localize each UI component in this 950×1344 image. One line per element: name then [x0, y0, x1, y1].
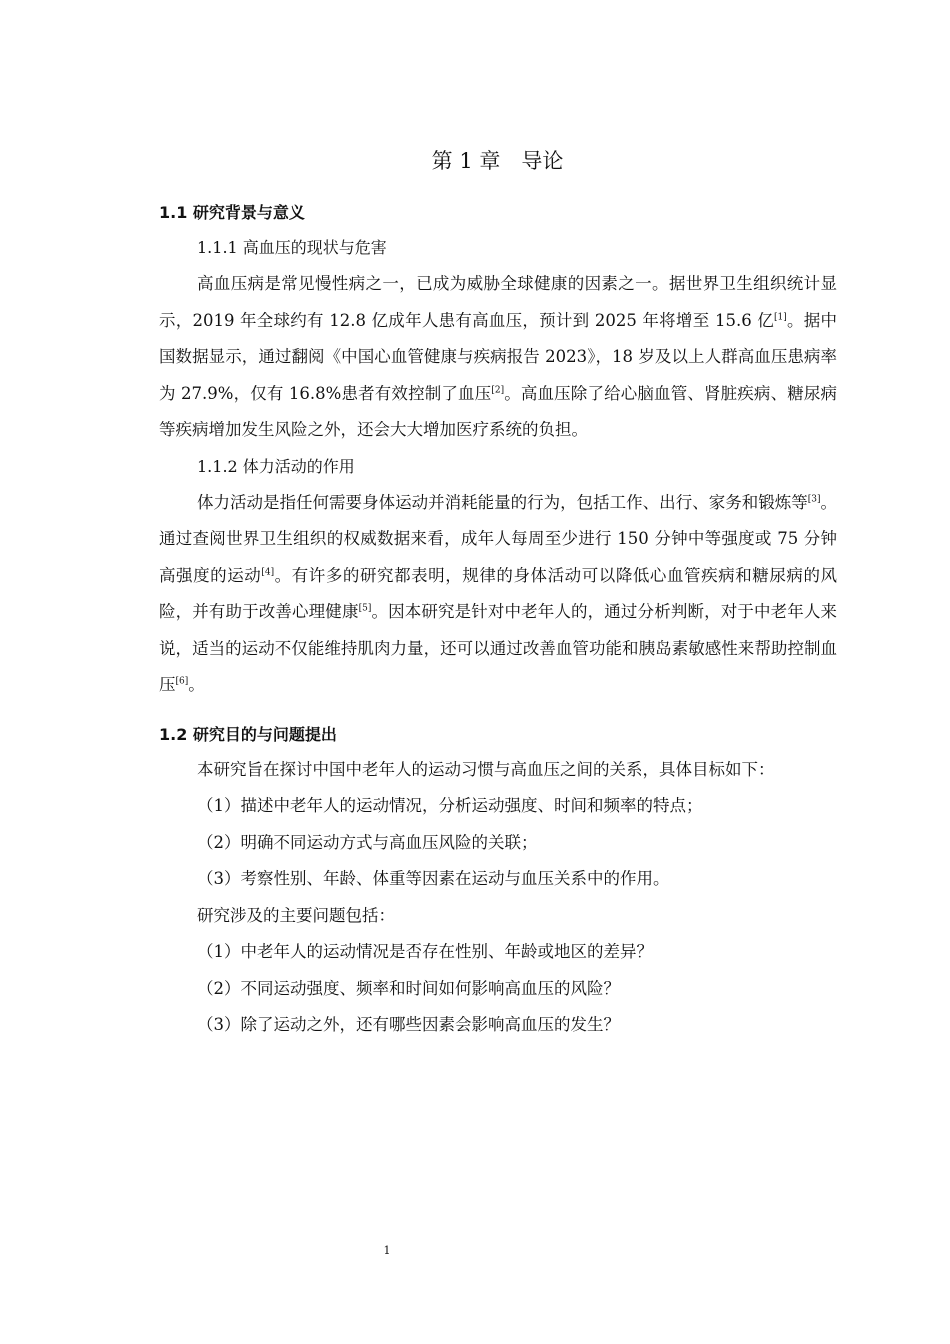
- question-item: （2）不同运动强度、频率和时间如何影响高血压的风险？: [197, 978, 620, 998]
- subsection-heading-1-1-2: 1.1.2 体力活动的作用: [197, 456, 355, 476]
- citation-ref: [4]: [261, 567, 275, 577]
- paragraph-text: 高血压病是常见慢性病之一，已成为威胁全球健康的因素之一。据世界卫生组织统计显示，2019 年全球约有 12.8 亿成年人患有高血压，预计到 2025 年将增至 15.6 亿: [159, 274, 837, 330]
- paragraph-research-objectives-intro: 本研究旨在探讨中国中老年人的运动习惯与高血压之间的关系，具体目标如下：: [197, 759, 775, 779]
- objective-item: （2）明确不同运动方式与高血压风险的关联；: [197, 832, 538, 852]
- section-heading-1-1: 1.1 研究背景与意义: [159, 203, 305, 222]
- page-number: 1: [383, 1244, 391, 1257]
- section-heading-1-2: 1.2 研究目的与问题提出: [159, 724, 337, 744]
- citation-ref: [5]: [358, 603, 372, 614]
- paragraph-text: 。: [188, 675, 205, 694]
- paragraph-text: 。据中国数据显示，通过翻阅《中国心血管健康与疾病报告 2023》，18 岁及以上人群高血压患病率为 27.9%，仅有 16.8%患者有效控制了血压: [159, 310, 837, 403]
- citation-ref: [2]: [491, 385, 505, 395]
- questions-intro: 研究涉及的主要问题包括：: [197, 905, 395, 925]
- question-item: （1）中老年人的运动情况是否存在性别、年龄或地区的差异？: [197, 942, 653, 961]
- objective-item: （1）描述中老年人的运动情况，分析运动强度、时间和频率的特点；: [197, 796, 703, 815]
- page-body: [159, 196, 837, 1044]
- question-item: （3）除了运动之外，还有哪些因素会影响高血压的发生？: [197, 1015, 620, 1034]
- subsection-heading-1-1-1: 1.1.1 高血压的现状与危害: [197, 238, 387, 257]
- citation-ref: [1]: [773, 312, 787, 322]
- paragraph-text: 。高血压除了给心脑血管、肾脏疾病、糖尿病等疾病增加发生风险之外，还会大大增加医疗系统的负担。: [159, 383, 838, 439]
- paragraph-text: 体力活动是指任何需要身体运动并消耗能量的行为，包括工作、出行、家务和锻炼等: [197, 492, 808, 512]
- paragraph-text: 。有许多的研究都表明，规律的身体活动可以降低心血管疾病和糖尿病的风险，并有助于改善心理健康: [159, 565, 838, 621]
- citation-ref: [3]: [807, 494, 821, 504]
- chapter-title: 第 1 章 导论: [431, 149, 564, 173]
- objective-item: （3）考察性别、年龄、体重等因素在运动与血压关系中的作用。: [197, 869, 670, 888]
- paragraph-text: 。因本研究是针对中老年人的，通过分析判断，对于中老年人来说，适当的运动不仅能维持肌肉力量，还可以通过改善血管功能和胰岛素敏感性来帮助控制血压: [159, 602, 838, 694]
- paragraph-hypertension-status: [159, 266, 837, 449]
- paragraph-physical-activity: [159, 485, 837, 704]
- citation-ref: [6]: [175, 676, 189, 687]
- paragraph-text: 。通过查阅世界卫生组织的权威数据来看，成年人每周至少进行 150 分钟中等强度或 75 分钟高强度的运动: [159, 492, 838, 585]
